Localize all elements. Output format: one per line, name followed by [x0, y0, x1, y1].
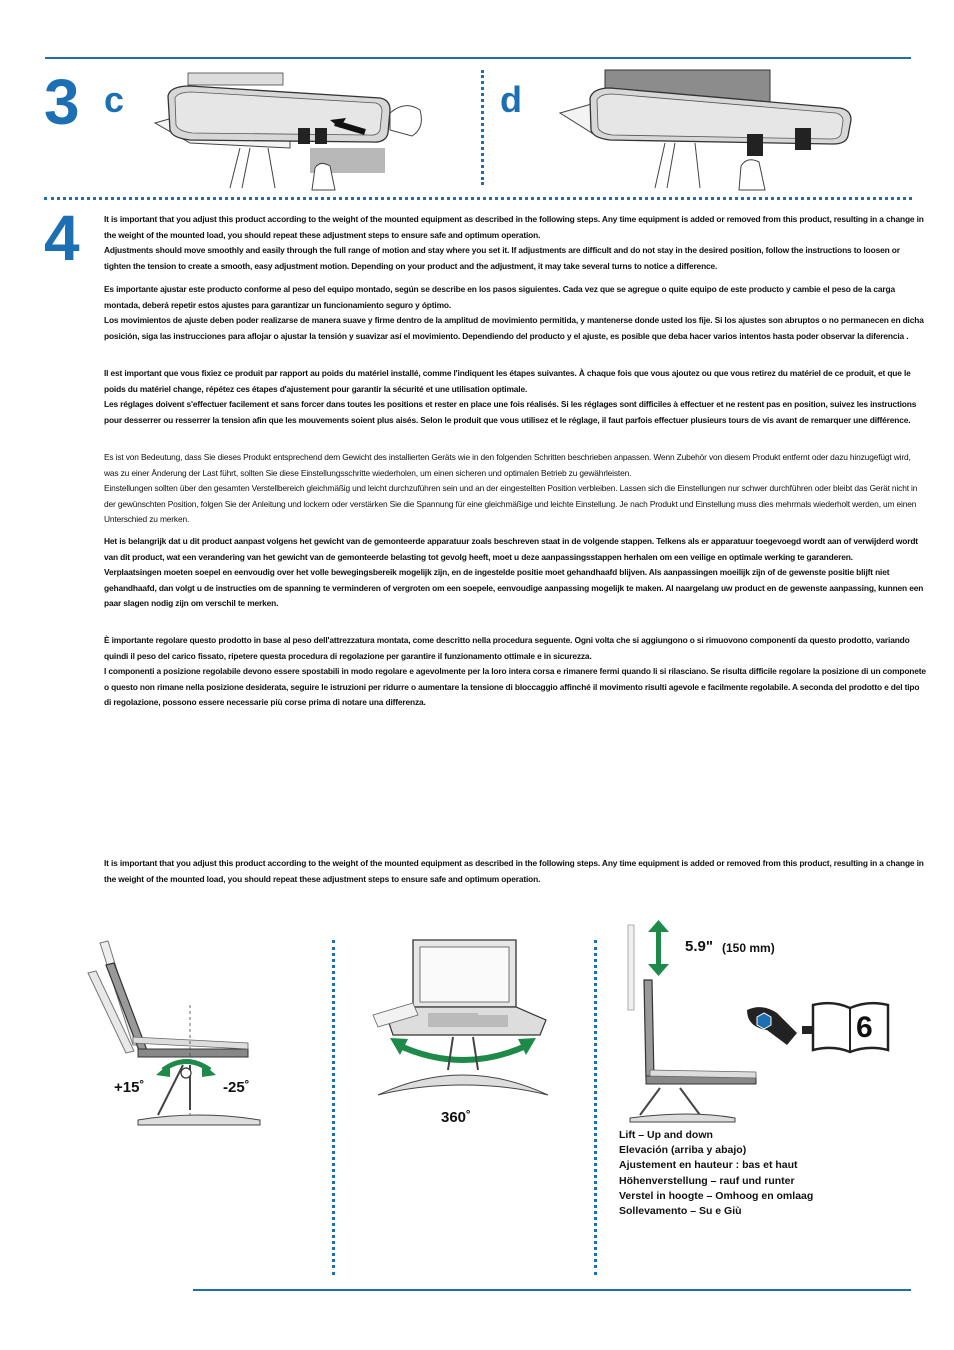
manual-book-icon	[808, 1000, 893, 1055]
step-3-number: 3	[44, 66, 80, 138]
lift-caption-fr: Ajustement en hauteur : bas et haut	[619, 1159, 798, 1172]
repeat-note: It is important that you adjust this product according to the weight of the mounted equipment as described in the following steps. Any time equipment is added or removed from this product, resulting in a change in the weight of the mounted load, you should repeat these adjustment steps to ensure safe and optimum operation.	[104, 858, 924, 884]
step-3c-illustration	[150, 68, 470, 193]
en-paragraph-1: It is important that you adjust this product according to the weight of the mounted equipment as described in the following steps. Any time equipment is added or removed from this product, resulting in a change in the weight of the mounted load, you should repeat these adjustment steps to ensure safe and optimum operation.	[104, 214, 924, 240]
bottom-rule	[193, 1289, 911, 1291]
en-paragraph-2: Adjustments should move smoothly and easily through the full range of motion and stay where you set it. If adjustments are difficult and do not stay in the desired position, follow the instructions to loosen or tighten the tension to create a smooth, easy adjustment motion. Depending on your product and the adjustment, it may take several turns to notice a difference.	[104, 245, 900, 271]
fr-paragraph-2: Les réglages doivent s'effectuer facilement et sans forcer dans toutes les positions et rester en place une fois réalisés. Si les réglages sont difficiles à effectuer et ne restent pas en position, suivez les instructions pour desserrer ou resserrer la tension afin que les mouvements soient plus aisés. Selon le produit que vous utilisez et le réglage, il faut parfois effectuer plusieurs tours de vis avant de remarquer une différence.	[104, 399, 917, 425]
step-4-text-it	[104, 633, 926, 711]
rotate-label: 360˚	[441, 1109, 472, 1126]
rotate-illustration	[368, 935, 558, 1115]
de-paragraph-2: Einstellungen sollten über den gesamten Verstellbereich gleichmäßig und leicht durchzuführen sein und an der eingestellten Position verbleiben. Lassen sich die Einstellungen nur schwer durchführen oder bleibt das Gerät nicht in der gewünschten Position, folgen Sie der Anleitung und lockern oder verstärken Sie die Spannung für eine gleichmäßige und leichte Einstellung. Je nach Produkt und Einstellung muss dies mehrmals wiederholt werden, um einen Unterschied zu merken.	[104, 483, 918, 524]
tilt-illustration	[78, 925, 268, 1130]
lift-caption-it: Sollevamento – Su e Giù	[619, 1205, 742, 1218]
nl-paragraph-1: Het is belangrijk dat u dit product aanpast volgens het gewicht van de gemonteerde apparatuur zoals beschreven staat in de volgende stappen. Telkens als er apparatuur toegevoegd wordt aan of verwijderd wordt van dit product, wat een verandering van het gewicht van de gemonteerde belasting tot gevolg heeft, moet u deze aanpassingsstappen herhalen om een veilige en optimale werking te garanderen.	[104, 536, 918, 562]
nl-paragraph-2: Verplaatsingen moeten soepel en eenvoudig over het volle bewegingsbereik mogelijk zijn, en de ingestelde positie moet gehandhaafd blijven. Als aanpassingen moeilijk zijn of de gewenste positie blijft niet gehandhaafd, dan volgt u de instructies om de spanning te verminderen of vergroten om een soepele, eenvoudige aanpassing mogelijk te maken. Al naargelang uw product en de gewenste aanpassing, kunnen een paar slagen nodig zijn om verschil te merken.	[104, 567, 924, 608]
fr-paragraph-1: Il est important que vous fixiez ce produit par rapport au poids du matériel installé, comme l'indiquent les étapes suivantes. À chaque fois que vous ajoutez ou que vous retirez du matériel de ce produit, et que le poids du matériel change, répétez ces étapes d'ajustement pour garantir la sécurité et une utilisation optimale.	[104, 368, 911, 394]
lift-caption-es: Elevación (arriba y abajo)	[619, 1144, 747, 1157]
it-paragraph-1: È importante regolare questo prodotto in base al peso dell'attrezzatura montata, come descritto nella procedura seguente. Ogni volta che si aggiungono o si rimuovono componenti da questo prodotto, variando quindi il peso del carico fissato, ripetere questa procedura di regolazione per garantire il funzionamento ottimale e in sicurezza.	[104, 635, 910, 661]
lift-caption-de: Höhenverstellung – rauf und runter	[619, 1174, 795, 1187]
lift-captions	[619, 1128, 813, 1219]
tilt-plus-label: +15˚	[114, 1079, 145, 1096]
bottom-divider-left	[332, 940, 335, 1275]
bottom-divider-right	[594, 940, 597, 1275]
step-3d-illustration	[555, 58, 865, 193]
step-4-text-en	[104, 212, 926, 274]
step-4-text-fr	[104, 366, 926, 428]
step-4-text-de	[104, 450, 926, 528]
step-3d-label: d	[500, 79, 522, 120]
lift-height-inches: 5.9"	[685, 938, 713, 955]
hex-tool-icon	[742, 1005, 802, 1050]
step-4-divider	[44, 197, 912, 200]
step-3c-label: c	[104, 79, 125, 120]
step-4-text-es	[104, 282, 926, 344]
es-paragraph-1: Es importante ajustar este producto conforme al peso del equipo montado, según se describe en los pasos siguientes. Cada vez que se agregue o quite equipo de este producto y cambie el peso de la carga montada, deberá repetir estos ajustes para garantizar un funcionamiento seguro y óptimo.	[104, 284, 895, 310]
step-3-divider	[481, 70, 484, 185]
step-4-text-nl	[104, 534, 926, 612]
es-paragraph-2: Los movimientos de ajuste deben poder realizarse de manera suave y firme dentro de la amplitud de movimiento permitida, y mantenerse donde usted los fije. Si los ajustes son abruptos o no permanecen en dicha posición, siga las instrucciones para aflojar o ajustar la tensión y suavizar así el movimiento. Dependiendo del producto y el ajuste, es posible que deba hacer varios intentos hasta poder observar la diferencia .	[104, 315, 924, 341]
it-paragraph-2: I componenti a posizione regolabile devono essere spostabili in modo regolare e agevolmente per la loro intera corsa e rimanere fermi quando li si rilasciano. Se risulta difficile regolare la posizione di un componete o questo non rimane nella posizione desiderata, seguire le istruzioni per ridurre o aumentare la tensione di bloccaggio affinché il movimento risulti agevole e facilmente regolabile. A seconda del prodotto e del tipo di regolazione, possono essere necessarie più corse prima di notare una differenza.	[104, 666, 926, 707]
lift-caption-nl: Verstel in hoogte – Omhoog en omlaag	[619, 1189, 814, 1202]
step-4-number: 4	[44, 202, 80, 274]
de-paragraph-1: Es ist von Bedeutung, dass Sie dieses Produkt entsprechend dem Gewicht des installierten Geräts wie in den folgenden Schritten beschrieben anpassen. Wenn Zubehör von diesem Produkt entfernt oder dazu hinzugefügt wird, was zu einer Änderung der Last führt, sollten Sie diese Einstellungsschritte wiederholen, um einen sicheren und optimalen Betrieb zu gewährleisten.	[104, 452, 911, 478]
lift-height-mm: (150 mm)	[722, 941, 775, 955]
tilt-minus-label: -25˚	[223, 1079, 250, 1096]
manual-step-reference: 6	[856, 1011, 873, 1044]
lift-caption-en: Lift – Up and down	[619, 1129, 713, 1141]
